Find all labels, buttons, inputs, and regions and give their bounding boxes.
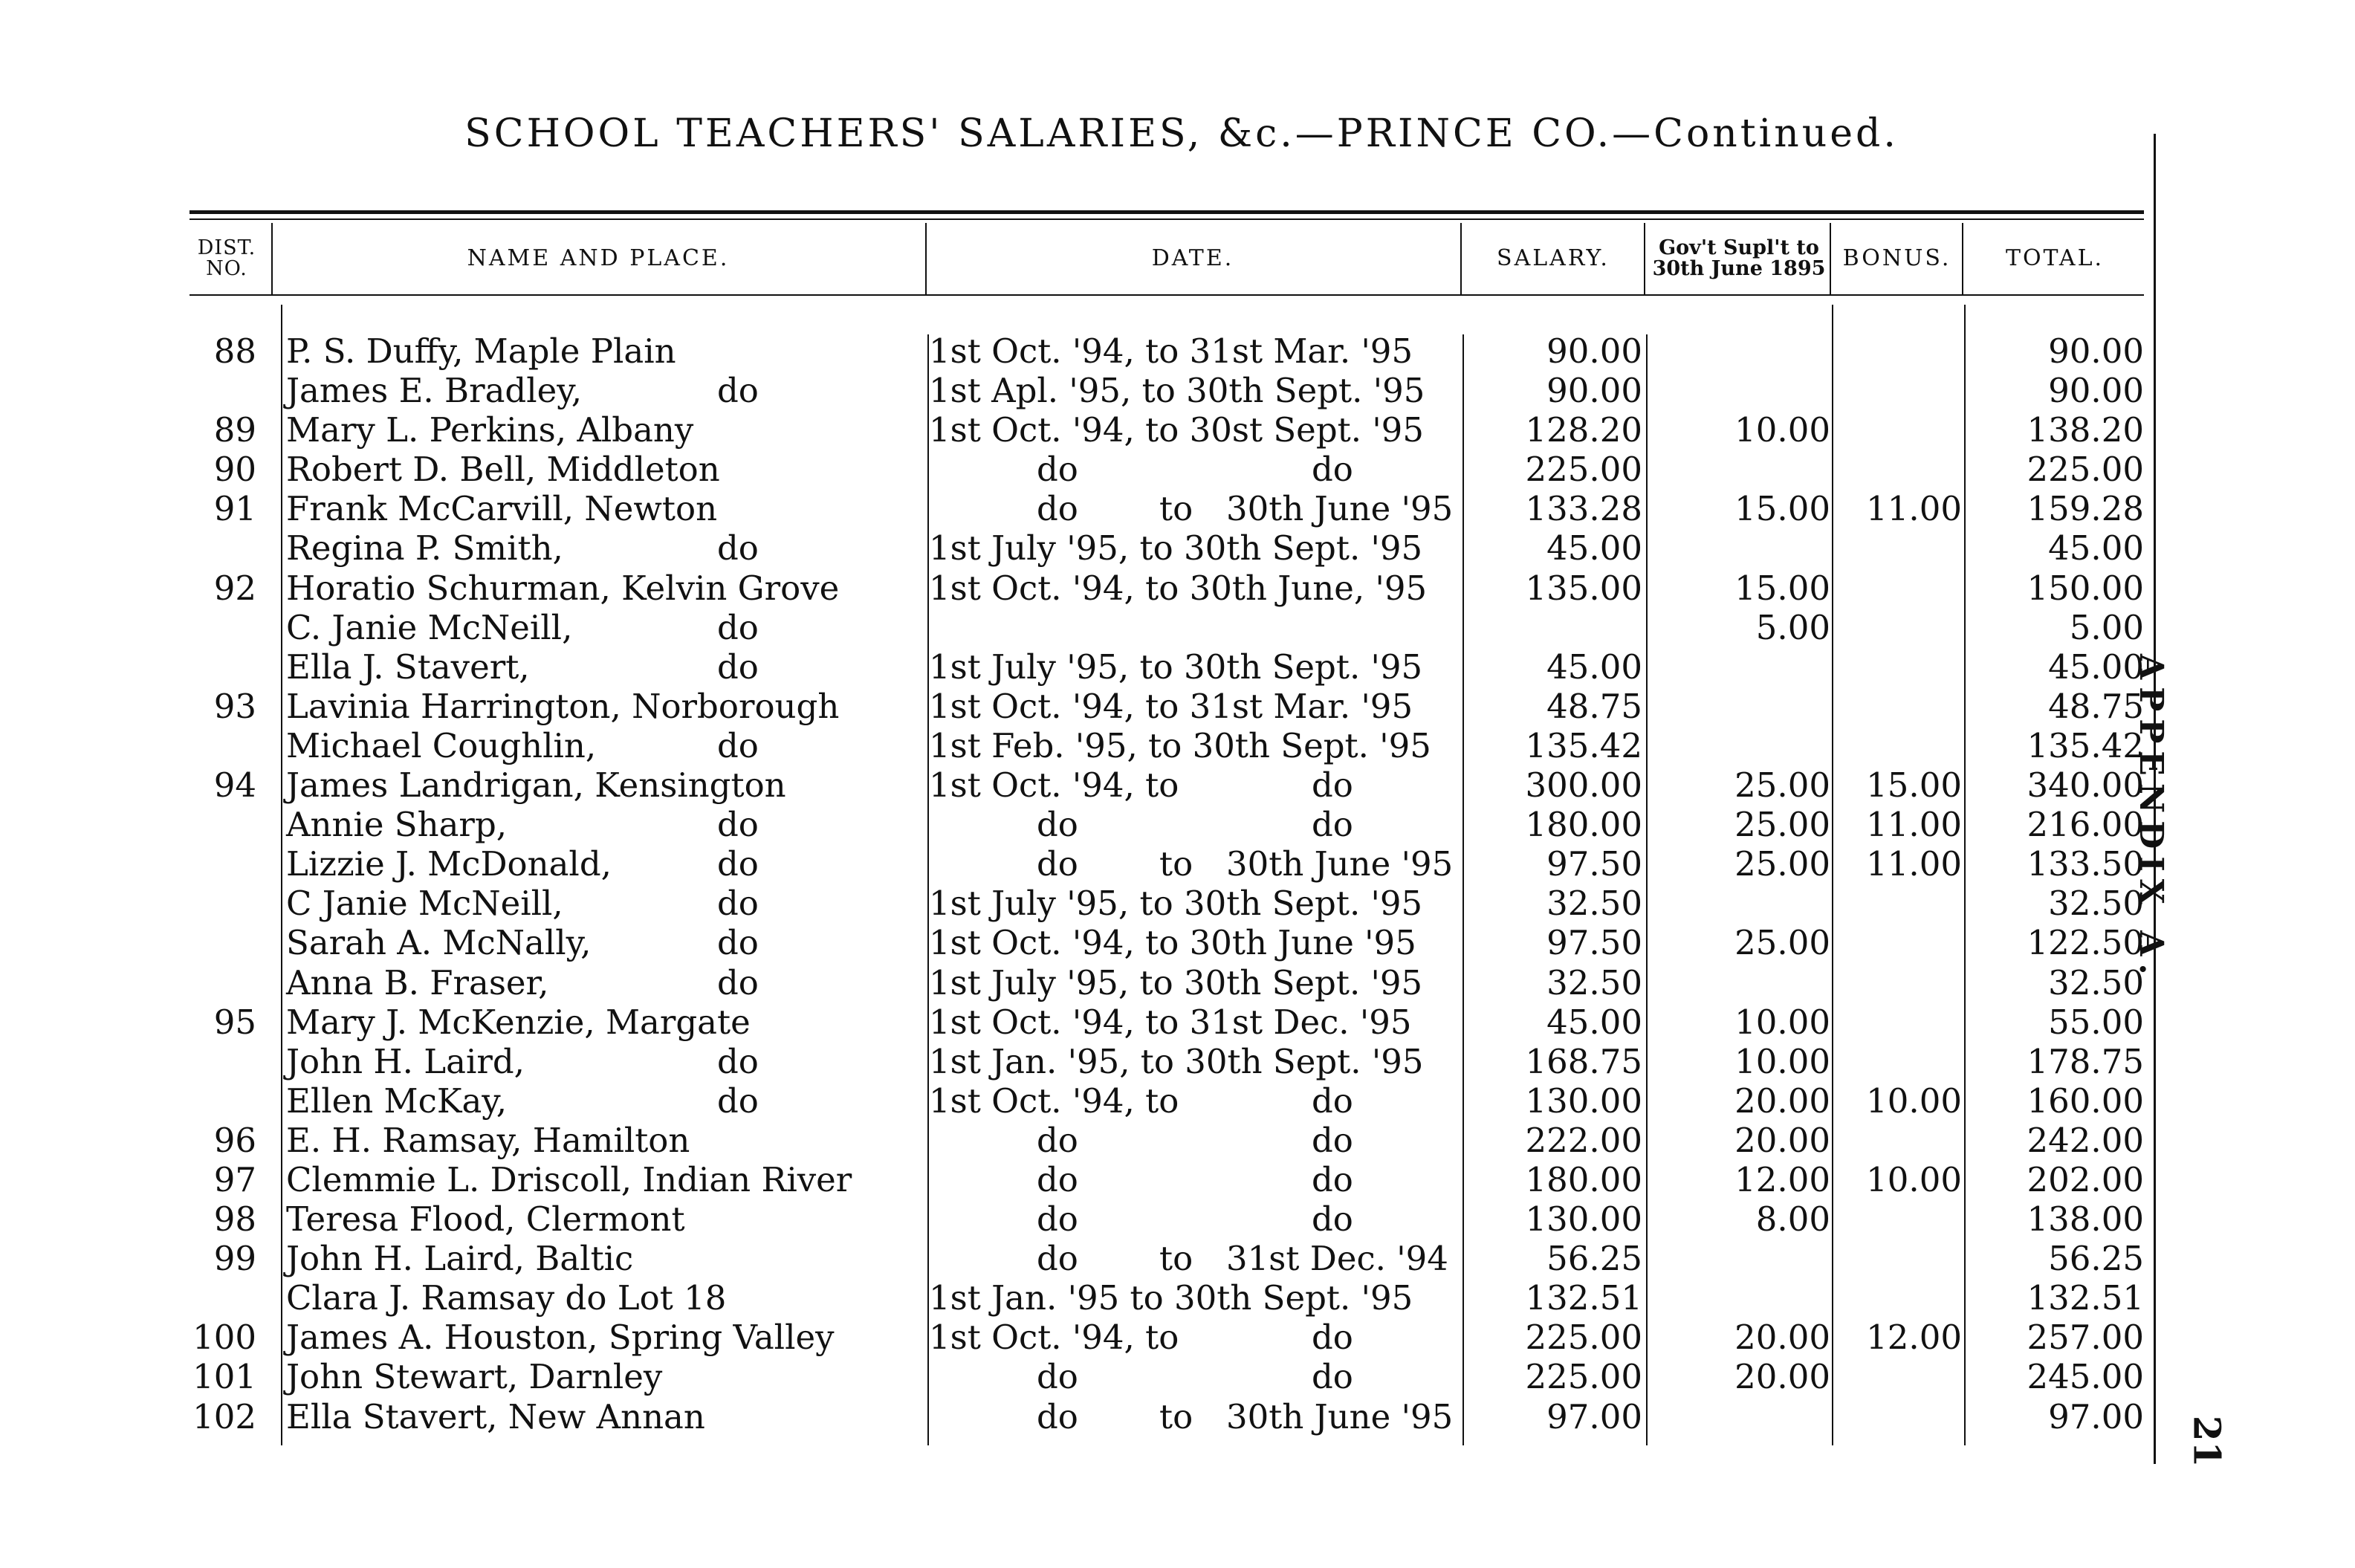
dist-no: 92 (213, 568, 256, 608)
teacher-name: James E. Bradley, (286, 371, 583, 411)
header-name-place: NAME AND PLACE. (467, 245, 730, 271)
date-from: 1st July '95, to 30th Sept. '95 (929, 528, 1423, 568)
table-row (0, 647, 2355, 687)
date-from: do (1037, 1357, 1078, 1397)
date-from: do (1037, 805, 1078, 845)
teacher-name: E. H. Ramsay, Hamilton (286, 1120, 690, 1160)
govt-supplement-value: 20.00 (1734, 1357, 1830, 1397)
total-value: 32.50 (2048, 884, 2144, 924)
teacher-name: Lizzie J. McDonald, (286, 844, 612, 884)
total-value: 90.00 (2048, 331, 2144, 371)
table-row (0, 1199, 2355, 1239)
bonus-value: 11.00 (1866, 489, 1962, 529)
place-ditto: do (717, 1041, 759, 1081)
place-ditto: do (717, 528, 759, 568)
table-row (0, 1042, 2355, 1081)
dist-no: 89 (213, 410, 256, 450)
col-divider (1830, 223, 1831, 294)
page-title: SCHOOL TEACHERS' SALARIES, &c.—PRINCE CO.—Continued. (464, 111, 1899, 156)
header-bonus: BONUS. (1842, 245, 1951, 271)
header-salary: SALARY. (1497, 245, 1610, 271)
table-row (0, 528, 2355, 568)
teacher-name: James A. Houston, Spring Valley (286, 1318, 835, 1358)
table-row (0, 331, 2355, 371)
date-end: 30th June '95 (1226, 489, 1454, 529)
salary-value: 180.00 (1525, 805, 1642, 845)
teacher-name: Anna B. Fraser, (286, 962, 549, 1002)
date-from: 1st Oct. '94, to 31st Mar. '95 (929, 331, 1413, 371)
teacher-name: Ellen McKay, (286, 1081, 508, 1121)
govt-supplement-value: 10.00 (1734, 1002, 1830, 1042)
date-end: 30th June '95 (1226, 844, 1454, 884)
total-value: 132.51 (2027, 1278, 2144, 1318)
salary-value: 32.50 (1546, 962, 1642, 1002)
total-value: 45.00 (2048, 528, 2144, 568)
bonus-value: 10.00 (1866, 1159, 1962, 1199)
date-from: 1st July '95, to 30th Sept. '95 (929, 962, 1423, 1002)
table-row (0, 844, 2355, 884)
date-from: do (1037, 1239, 1078, 1279)
dist-no: 93 (213, 686, 256, 726)
header-rule-thin (189, 218, 2144, 220)
table-row (0, 923, 2355, 962)
teacher-name: Michael Coughlin, (286, 725, 597, 765)
teacher-name: Frank McCarvill, Newton (286, 489, 718, 529)
dist-no: 88 (213, 331, 256, 371)
total-value: 135.42 (2027, 725, 2144, 765)
dist-no: 97 (213, 1159, 256, 1199)
table-row (0, 1397, 2355, 1436)
dist-no: 90 (213, 450, 256, 490)
date-end: do (1312, 1159, 1353, 1199)
total-value: 245.00 (2027, 1357, 2144, 1397)
total-value: 90.00 (2048, 371, 2144, 411)
govt-supplement-value: 25.00 (1734, 805, 1830, 845)
place-ditto: do (717, 371, 759, 411)
col-divider (1644, 223, 1645, 294)
salary-value: 45.00 (1546, 528, 1642, 568)
total-value: 138.00 (2027, 1199, 2144, 1240)
teacher-name: John Stewart, Darnley (286, 1357, 663, 1397)
table-row (0, 1121, 2355, 1160)
date-from: 1st Oct. '94, to 31st Mar. '95 (929, 686, 1413, 726)
date-from: 1st Jan. '95 to 30th Sept. '95 (929, 1278, 1413, 1318)
dist-no: 95 (213, 1002, 256, 1042)
teacher-name: Sarah A. McNally, (286, 923, 592, 963)
govt-supplement-value: 5.00 (1755, 607, 1830, 647)
salary-value: 32.50 (1546, 884, 1642, 924)
date-from: do (1037, 1120, 1078, 1160)
header-rule-thick (189, 210, 2144, 214)
date-from: 1st July '95, to 30th Sept. '95 (929, 884, 1423, 924)
total-value: 225.00 (2027, 450, 2144, 490)
date-from: 1st Oct. '94, to (929, 765, 1179, 806)
date-from: do (1037, 1396, 1078, 1436)
govt-supplement-value: 20.00 (1734, 1318, 1830, 1358)
header-date: DATE. (1151, 245, 1234, 271)
page-number: 21 (2185, 1415, 2229, 1468)
salary-value: 225.00 (1525, 1357, 1642, 1397)
govt-supplement-value: 25.00 (1734, 923, 1830, 963)
teacher-name: Ella J. Stavert, (286, 647, 530, 687)
table-row (0, 568, 2355, 608)
place-ditto: do (717, 725, 759, 765)
place-ditto: do (717, 923, 759, 963)
teacher-name: Ella Stavert, New Annan (286, 1396, 705, 1436)
table-row (0, 1081, 2355, 1121)
date-from: do (1037, 1159, 1078, 1199)
date-from: do (1037, 844, 1078, 884)
table-row (0, 884, 2355, 923)
salary-value: 132.51 (1525, 1278, 1642, 1318)
table-row (0, 410, 2355, 450)
salary-value: 135.42 (1525, 725, 1642, 765)
teacher-name: John H. Laird, Baltic (286, 1239, 634, 1279)
teacher-name: Horatio Schurman, Kelvin Grove (286, 568, 840, 608)
table-row (0, 371, 2355, 410)
place-ditto: do (717, 805, 759, 845)
table-row (0, 1239, 2355, 1278)
date-from: 1st Oct. '94, to (929, 1081, 1179, 1121)
total-value: 45.00 (2048, 647, 2144, 687)
table-row (0, 1160, 2355, 1199)
bonus-value: 15.00 (1866, 765, 1962, 806)
govt-supplement-value: 10.00 (1734, 1041, 1830, 1081)
col-divider (1962, 223, 1963, 294)
total-value: 150.00 (2027, 568, 2144, 608)
teacher-name: Mary L. Perkins, Albany (286, 410, 694, 450)
salary-value: 90.00 (1546, 371, 1642, 411)
bonus-value: 11.00 (1866, 844, 1962, 884)
dist-no: 98 (213, 1199, 256, 1240)
teacher-name: P. S. Duffy, Maple Plain (286, 331, 676, 371)
govt-supplement-value: 10.00 (1734, 410, 1830, 450)
date-from: 1st Jan. '95, to 30th Sept. '95 (929, 1041, 1424, 1081)
teacher-name: Clemmie L. Driscoll, Indian River (286, 1159, 852, 1199)
salary-value: 130.00 (1525, 1199, 1642, 1240)
govt-supplement-value: 20.00 (1734, 1081, 1830, 1121)
govt-supplement-value: 12.00 (1734, 1159, 1830, 1199)
date-end: do (1312, 805, 1353, 845)
salary-table (0, 331, 2355, 1436)
date-end: 30th June '95 (1226, 1396, 1454, 1436)
header-dist-no: DIST. NO. (197, 236, 256, 280)
date-from: do (1037, 450, 1078, 490)
salary-value: 45.00 (1546, 647, 1642, 687)
table-row (0, 726, 2355, 765)
table-row (0, 1318, 2355, 1357)
total-value: 159.28 (2027, 489, 2144, 529)
total-value: 242.00 (2027, 1120, 2144, 1160)
total-value: 216.00 (2027, 805, 2144, 845)
date-from: 1st Oct. '94, to 30th June '95 (929, 923, 1416, 963)
place-ditto: do (717, 962, 759, 1002)
teacher-name: C Janie McNeill, (286, 884, 563, 924)
bonus-value: 12.00 (1866, 1318, 1962, 1358)
table-row (0, 765, 2355, 805)
salary-value: 97.50 (1546, 923, 1642, 963)
total-value: 340.00 (2027, 765, 2144, 806)
date-end: 31st Dec. '94 (1226, 1239, 1448, 1279)
dist-no: 99 (213, 1239, 256, 1279)
date-from: 1st Oct. '94, to 30st Sept. '95 (929, 410, 1424, 450)
teacher-name: James Landrigan, Kensington (286, 765, 786, 806)
salary-value: 130.00 (1525, 1081, 1642, 1121)
govt-supplement-value: 20.00 (1734, 1120, 1830, 1160)
salary-value: 225.00 (1525, 450, 1642, 490)
salary-value: 225.00 (1525, 1318, 1642, 1358)
date-from: 1st Oct. '94, to (929, 1318, 1179, 1358)
salary-value: 45.00 (1546, 1002, 1642, 1042)
total-value: 122.50 (2027, 923, 2144, 963)
total-value: 257.00 (2027, 1318, 2144, 1358)
salary-value: 300.00 (1525, 765, 1642, 806)
govt-supplement-value: 15.00 (1734, 489, 1830, 529)
teacher-name: Regina P. Smith, (286, 528, 563, 568)
col-divider (1460, 223, 1462, 294)
date-end: do (1312, 450, 1353, 490)
teacher-name: Teresa Flood, Clermont (286, 1199, 685, 1240)
bonus-value: 11.00 (1866, 805, 1962, 845)
date-end: do (1312, 1199, 1353, 1240)
total-value: 97.00 (2048, 1396, 2144, 1436)
table-row (0, 687, 2355, 726)
total-value: 5.00 (2069, 607, 2144, 647)
date-end: do (1312, 1357, 1353, 1397)
table-row (0, 450, 2355, 489)
salary-value: 168.75 (1525, 1041, 1642, 1081)
govt-supplement-value: 8.00 (1755, 1199, 1830, 1240)
salary-value: 180.00 (1525, 1159, 1642, 1199)
govt-supplement-value: 25.00 (1734, 844, 1830, 884)
dist-no: 91 (213, 489, 256, 529)
date-end: do (1312, 1318, 1353, 1358)
teacher-name: Annie Sharp, (286, 805, 508, 845)
salary-value: 135.00 (1525, 568, 1642, 608)
dist-no: 101 (192, 1357, 256, 1397)
date-to-word: to (1159, 489, 1193, 529)
table-row (0, 805, 2355, 844)
total-value: 48.75 (2048, 686, 2144, 726)
date-end: do (1312, 1081, 1353, 1121)
teacher-name: Mary J. McKenzie, Margate (286, 1002, 751, 1042)
table-row (0, 489, 2355, 528)
total-value: 202.00 (2027, 1159, 2144, 1199)
date-to-word: to (1159, 1239, 1193, 1279)
date-from: do (1037, 489, 1078, 529)
salary-value: 56.25 (1546, 1239, 1642, 1279)
dist-no: 100 (192, 1318, 256, 1358)
dist-no: 102 (192, 1396, 256, 1436)
date-from: 1st July '95, to 30th Sept. '95 (929, 647, 1423, 687)
place-ditto: do (717, 884, 759, 924)
salary-value: 128.20 (1525, 410, 1642, 450)
salary-value: 222.00 (1525, 1120, 1642, 1160)
salary-value: 97.50 (1546, 844, 1642, 884)
place-ditto: do (717, 1081, 759, 1121)
bonus-value: 10.00 (1866, 1081, 1962, 1121)
date-from: 1st Oct. '94, to 31st Dec. '95 (929, 1002, 1412, 1042)
table-row (0, 963, 2355, 1002)
salary-value: 48.75 (1546, 686, 1642, 726)
date-end: do (1312, 1120, 1353, 1160)
date-from: 1st Oct. '94, to 30th June, '95 (929, 568, 1428, 608)
header-govt-supplement: Gov't Supl't to 30th June 1895 (1652, 236, 1826, 280)
total-value: 55.00 (2048, 1002, 2144, 1042)
govt-supplement-value: 15.00 (1734, 568, 1830, 608)
total-value: 178.75 (2027, 1041, 2144, 1081)
date-from: do (1037, 1199, 1078, 1240)
place-ditto: do (717, 647, 759, 687)
date-to-word: to (1159, 1396, 1193, 1436)
govt-supplement-value: 25.00 (1734, 765, 1830, 806)
teacher-name: C. Janie McNeill, (286, 607, 573, 647)
salary-value: 90.00 (1546, 331, 1642, 371)
header-total: TOTAL. (2005, 245, 2105, 271)
table-row (0, 1357, 2355, 1396)
dist-no: 94 (213, 765, 256, 806)
col-divider (271, 223, 273, 294)
header-rule-bottom (189, 294, 2144, 296)
place-ditto: do (717, 844, 759, 884)
total-value: 160.00 (2027, 1081, 2144, 1121)
total-value: 133.50 (2027, 844, 2144, 884)
teacher-name: Clara J. Ramsay do Lot 18 (286, 1278, 727, 1318)
teacher-name: Lavinia Harrington, Norborough (286, 686, 840, 726)
teacher-name: John H. Laird, (286, 1041, 525, 1081)
table-row (0, 1002, 2355, 1042)
salary-value: 133.28 (1525, 489, 1642, 529)
total-value: 56.25 (2048, 1239, 2144, 1279)
date-to-word: to (1159, 844, 1193, 884)
date-from: 1st Apl. '95, to 30th Sept. '95 (929, 371, 1425, 411)
table-row (0, 1278, 2355, 1318)
place-ditto: do (717, 607, 759, 647)
dist-no: 96 (213, 1120, 256, 1160)
total-value: 32.50 (2048, 962, 2144, 1002)
teacher-name: Robert D. Bell, Middleton (286, 450, 720, 490)
col-divider (925, 223, 927, 294)
table-row (0, 608, 2355, 647)
total-value: 138.20 (2027, 410, 2144, 450)
date-from: 1st Feb. '95, to 30th Sept. '95 (929, 725, 1431, 765)
date-end: do (1312, 765, 1353, 806)
salary-value: 97.00 (1546, 1396, 1642, 1436)
appendix-label: APPENDIX A. (2132, 654, 2170, 982)
